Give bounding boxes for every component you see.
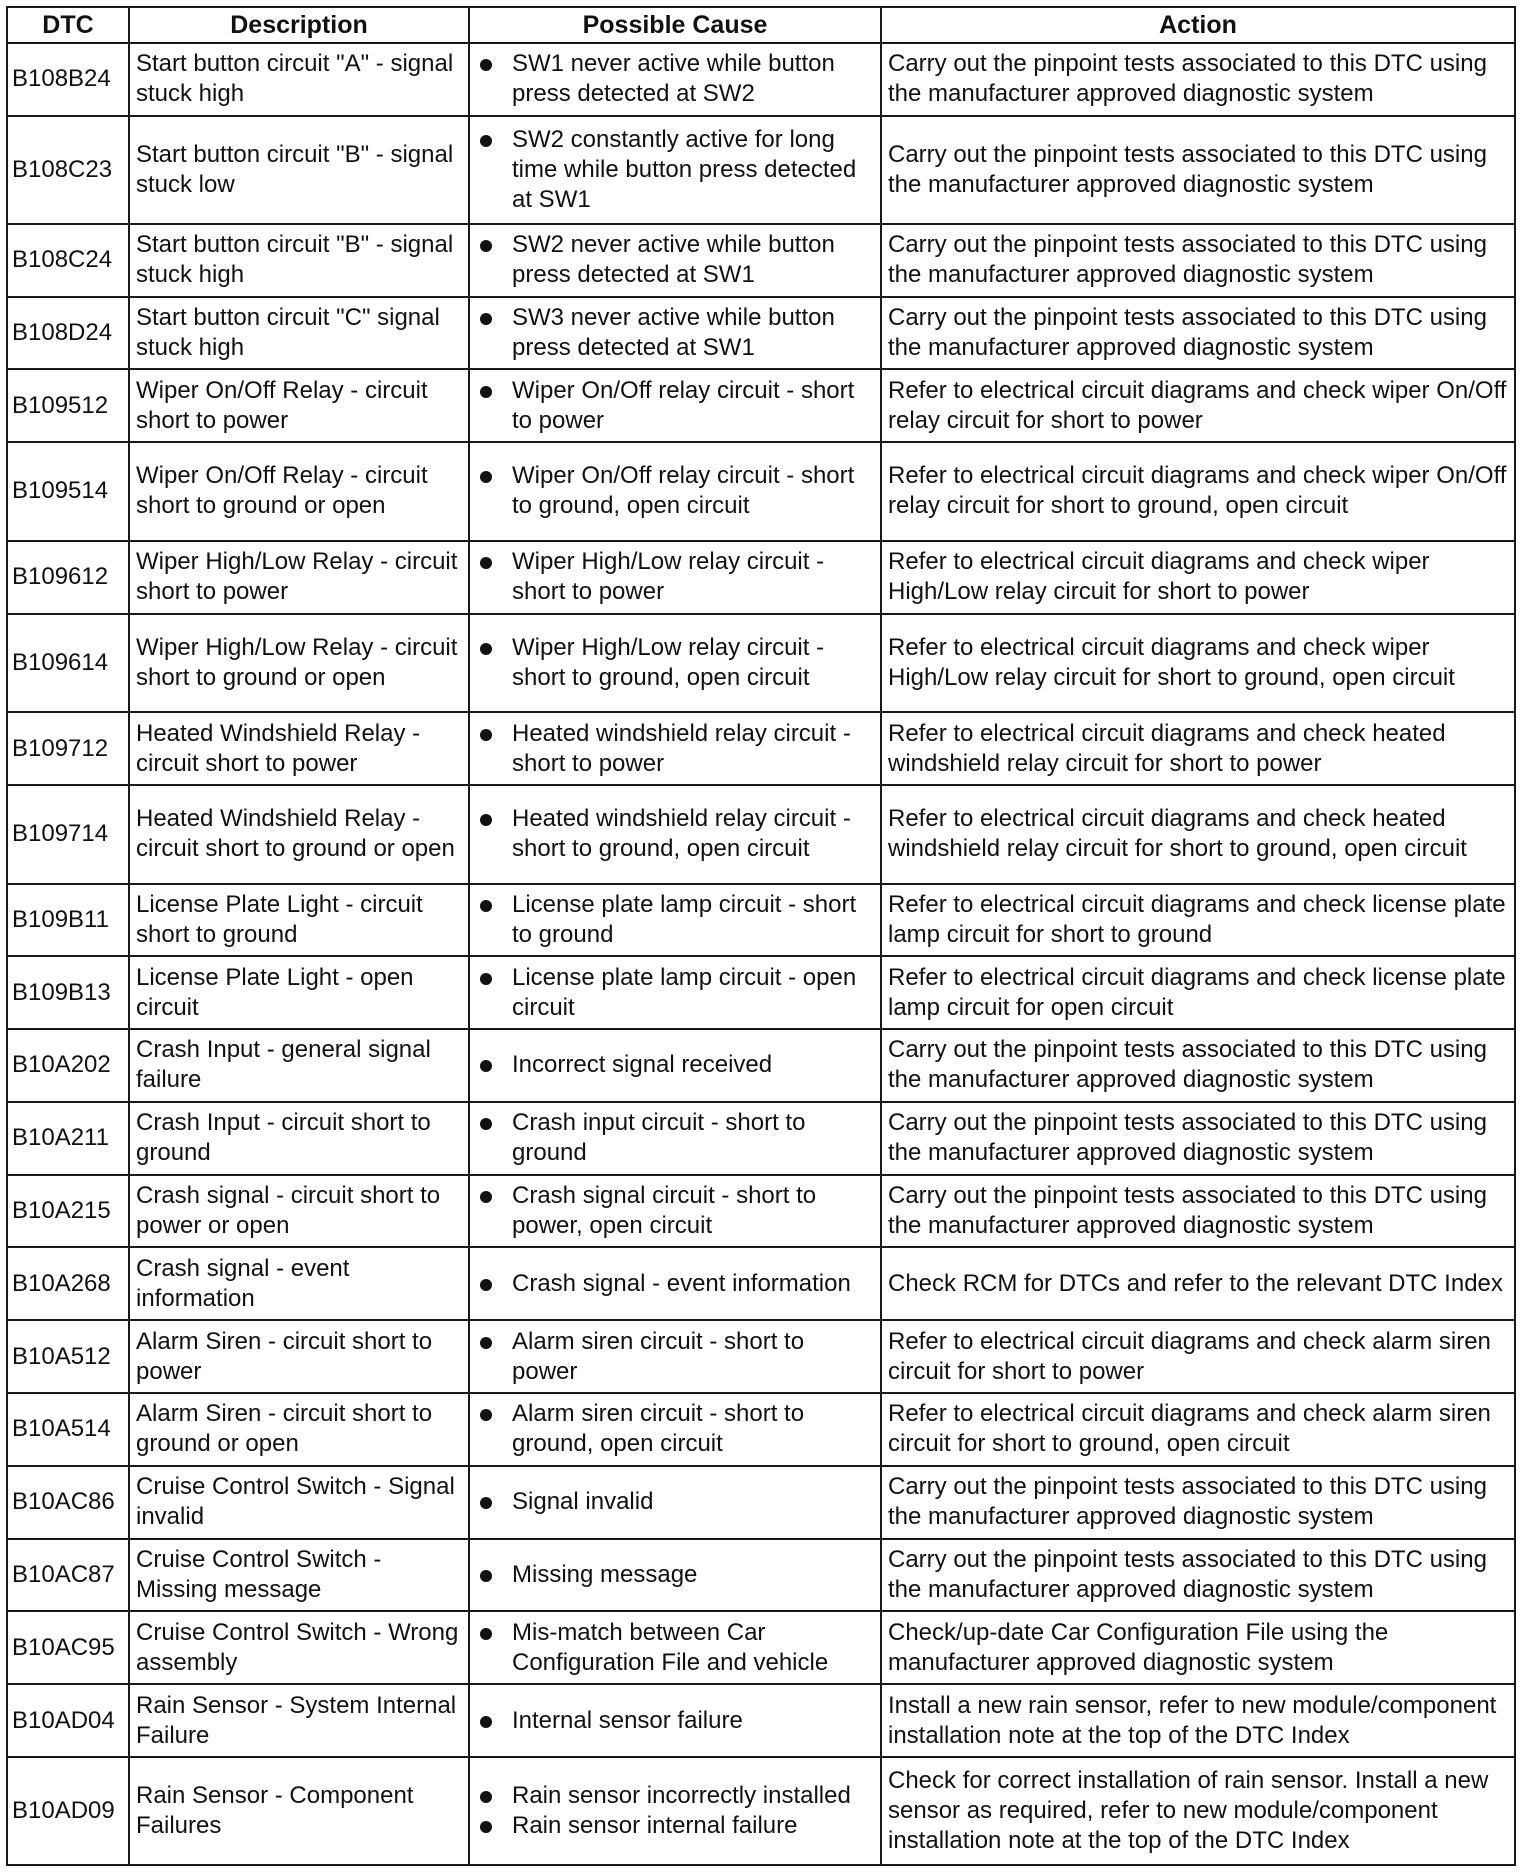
dtc-action: Refer to electrical circuit diagrams and check wiper On/Off relay circuit for short to ground, open circuit — [881, 442, 1515, 541]
dtc-action: Refer to electrical circuit diagrams and check license plate lamp circuit for open circuit — [881, 956, 1515, 1029]
cause-text: Heated windshield relay circuit - short to ground, open circuit — [512, 805, 851, 863]
cause-list — [480, 719, 874, 779]
possible-cause-cell — [469, 1539, 881, 1612]
dtc-action: Refer to electrical circuit diagrams and check alarm siren circuit for short to power — [881, 1320, 1515, 1393]
dtc-action: Check for correct installation of rain sensor. Install a new sensor as required, refer to new module/component installation note at the top of the DTC Index — [881, 1757, 1515, 1865]
cause-list — [480, 1181, 874, 1241]
header-dtc: DTC — [7, 7, 129, 43]
table-row — [7, 1757, 1515, 1865]
header-possible-cause: Possible Cause — [469, 7, 881, 43]
cause-text: Rain sensor incorrectly installed — [512, 1781, 851, 1809]
dtc-code: B108C23 — [7, 116, 129, 224]
cause-list — [480, 461, 874, 521]
dtc-description: Alarm Siren - circuit short to power — [129, 1320, 469, 1393]
cause-list — [480, 230, 874, 290]
cause-list — [480, 804, 874, 864]
dtc-code: B10A268 — [7, 1247, 129, 1320]
cause-item — [480, 303, 874, 363]
cause-text: License plate lamp circuit - short to ground — [512, 890, 857, 948]
header-action: Action — [881, 7, 1515, 43]
table-row — [7, 1029, 1515, 1102]
possible-cause-cell — [469, 1466, 881, 1539]
cause-list — [480, 1781, 874, 1841]
dtc-description: Rain Sensor - Component Failures — [129, 1757, 469, 1865]
possible-cause-cell — [469, 1102, 881, 1175]
possible-cause-cell — [469, 1684, 881, 1757]
cause-text: SW2 never active while button press detected at SW1 — [512, 231, 835, 289]
dtc-description: Cruise Control Switch - Signal invalid — [129, 1466, 469, 1539]
cause-list — [480, 890, 874, 950]
dtc-description: Wiper High/Low Relay - circuit short to power — [129, 541, 469, 614]
bullet-icon — [480, 471, 492, 483]
bullet-icon — [480, 1409, 492, 1421]
table-row — [7, 1466, 1515, 1539]
table-row — [7, 442, 1515, 541]
dtc-code: B10A514 — [7, 1393, 129, 1466]
cause-item — [480, 1487, 874, 1517]
table-row — [7, 1247, 1515, 1320]
table-row — [7, 614, 1515, 713]
dtc-description: Rain Sensor - System Internal Failure — [129, 1684, 469, 1757]
dtc-description: Wiper High/Low Relay - circuit short to ground or open — [129, 614, 469, 713]
cause-text: Mis-match between Car Configuration File and vehicle — [512, 1618, 829, 1676]
cause-item — [480, 1269, 874, 1299]
table-row — [7, 224, 1515, 297]
dtc-code: B109B11 — [7, 884, 129, 957]
dtc-code: B109714 — [7, 785, 129, 884]
cause-list — [480, 303, 874, 363]
table-row — [7, 1684, 1515, 1757]
bullet-icon — [480, 643, 492, 655]
dtc-description: Wiper On/Off Relay - circuit short to ground or open — [129, 442, 469, 541]
bullet-icon — [480, 814, 492, 826]
possible-cause-cell — [469, 614, 881, 713]
possible-cause-cell — [469, 1393, 881, 1466]
dtc-description: Crash Input - circuit short to ground — [129, 1102, 469, 1175]
cause-list — [480, 1706, 874, 1736]
dtc-description: Start button circuit "A" - signal stuck high — [129, 43, 469, 116]
dtc-description: License Plate Light - open circuit — [129, 956, 469, 1029]
cause-item — [480, 1706, 874, 1736]
possible-cause-cell — [469, 116, 881, 224]
possible-cause-cell — [469, 785, 881, 884]
dtc-action: Carry out the pinpoint tests associated to this DTC using the manufacturer approved diagnostic system — [881, 297, 1515, 370]
dtc-description: Cruise Control Switch - Wrong assembly — [129, 1611, 469, 1684]
dtc-action: Refer to electrical circuit diagrams and check license plate lamp circuit for short to ground — [881, 884, 1515, 957]
bullet-icon — [480, 1279, 492, 1291]
bullet-icon — [480, 59, 492, 71]
cause-text: Signal invalid — [512, 1488, 654, 1516]
cause-item — [480, 1781, 874, 1811]
cause-item — [480, 49, 874, 109]
dtc-action: Carry out the pinpoint tests associated to this DTC using the manufacturer approved diagnostic system — [881, 1029, 1515, 1102]
cause-text: Wiper High/Low relay circuit - short to power — [512, 548, 825, 606]
dtc-code: B109514 — [7, 442, 129, 541]
table-row — [7, 1393, 1515, 1466]
cause-list — [480, 125, 874, 215]
table-row — [7, 712, 1515, 785]
cause-text: Heated windshield relay circuit - short to power — [512, 719, 851, 777]
cause-item — [480, 1327, 874, 1387]
dtc-description: Start button circuit "B" - signal stuck high — [129, 224, 469, 297]
cause-text: Internal sensor failure — [512, 1706, 743, 1734]
bullet-icon — [480, 1060, 492, 1072]
possible-cause-cell — [469, 43, 881, 116]
dtc-action: Refer to electrical circuit diagrams and check heated windshield relay circuit for short to ground, open circuit — [881, 785, 1515, 884]
table-row — [7, 1539, 1515, 1612]
bullet-icon — [480, 1191, 492, 1203]
cause-list — [480, 1399, 874, 1459]
cause-item — [480, 1050, 874, 1080]
possible-cause-cell — [469, 442, 881, 541]
dtc-code: B10A211 — [7, 1102, 129, 1175]
bullet-icon — [480, 313, 492, 325]
cause-list — [480, 1327, 874, 1387]
dtc-action: Refer to electrical circuit diagrams and check alarm siren circuit for short to ground, open circuit — [881, 1393, 1515, 1466]
bullet-icon — [480, 1791, 492, 1803]
bullet-icon — [480, 240, 492, 252]
possible-cause-cell — [469, 956, 881, 1029]
dtc-action: Carry out the pinpoint tests associated to this DTC using the manufacturer approved diagnostic system — [881, 1175, 1515, 1248]
cause-text: Missing message — [512, 1560, 698, 1588]
dtc-code: B108D24 — [7, 297, 129, 370]
dtc-code: B109512 — [7, 369, 129, 442]
cause-item — [480, 963, 874, 1023]
table-row — [7, 956, 1515, 1029]
table-row — [7, 541, 1515, 614]
possible-cause-cell — [469, 884, 881, 957]
table-row — [7, 369, 1515, 442]
dtc-action: Refer to electrical circuit diagrams and check heated windshield relay circuit for short to power — [881, 712, 1515, 785]
possible-cause-cell — [469, 712, 881, 785]
cause-item — [480, 1618, 874, 1678]
table-row — [7, 1102, 1515, 1175]
table-header-row — [7, 7, 1515, 43]
header-description: Description — [129, 7, 469, 43]
cause-text: Alarm siren circuit - short to power — [512, 1327, 805, 1385]
possible-cause-cell — [469, 1611, 881, 1684]
cause-item — [480, 547, 874, 607]
cause-list — [480, 1487, 874, 1517]
possible-cause-cell — [469, 1247, 881, 1320]
dtc-table — [6, 6, 1516, 1866]
bullet-icon — [480, 386, 492, 398]
dtc-action: Carry out the pinpoint tests associated to this DTC using the manufacturer approved diagnostic system — [881, 1102, 1515, 1175]
dtc-description: Wiper On/Off Relay - circuit short to power — [129, 369, 469, 442]
cause-text: Alarm siren circuit - short to ground, open circuit — [512, 1400, 805, 1458]
dtc-code: B10A512 — [7, 1320, 129, 1393]
cause-item — [480, 376, 874, 436]
cause-list — [480, 547, 874, 607]
cause-list — [480, 1108, 874, 1168]
bullet-icon — [480, 1821, 492, 1833]
cause-text: Crash input circuit - short to ground — [512, 1109, 806, 1167]
dtc-code: B10AD09 — [7, 1757, 129, 1865]
dtc-description: Cruise Control Switch - Missing message — [129, 1539, 469, 1612]
dtc-description: Start button circuit "B" - signal stuck low — [129, 116, 469, 224]
dtc-code: B109614 — [7, 614, 129, 713]
table-row — [7, 884, 1515, 957]
cause-item — [480, 461, 874, 521]
dtc-action: Carry out the pinpoint tests associated to this DTC using the manufacturer approved diagnostic system — [881, 224, 1515, 297]
possible-cause-cell — [469, 1175, 881, 1248]
cause-list — [480, 376, 874, 436]
cause-item — [480, 1399, 874, 1459]
bullet-icon — [480, 1497, 492, 1509]
dtc-action: Carry out the pinpoint tests associated to this DTC using the manufacturer approved diagnostic system — [881, 43, 1515, 116]
cause-text: Incorrect signal received — [512, 1051, 773, 1079]
cause-list — [480, 963, 874, 1023]
dtc-code: B10A215 — [7, 1175, 129, 1248]
cause-item — [480, 804, 874, 864]
cause-item — [480, 633, 874, 693]
bullet-icon — [480, 1118, 492, 1130]
bullet-icon — [480, 135, 492, 147]
possible-cause-cell — [469, 1757, 881, 1865]
possible-cause-cell — [469, 369, 881, 442]
cause-item — [480, 890, 874, 950]
cause-text: Crash signal - event information — [512, 1269, 851, 1297]
dtc-action: Check/up-date Car Configuration File using the manufacturer approved diagnostic system — [881, 1611, 1515, 1684]
cause-text: Wiper On/Off relay circuit - short to power — [512, 376, 855, 434]
cause-list — [480, 1560, 874, 1590]
table-row — [7, 297, 1515, 370]
cause-text: Rain sensor internal failure — [512, 1811, 798, 1839]
table-body — [7, 43, 1515, 1865]
dtc-code: B10AC86 — [7, 1466, 129, 1539]
cause-item — [480, 1108, 874, 1168]
cause-item — [480, 125, 874, 215]
cause-item — [480, 230, 874, 290]
dtc-code: B10AC87 — [7, 1539, 129, 1612]
dtc-description: Crash signal - event information — [129, 1247, 469, 1320]
cause-list — [480, 633, 874, 693]
cause-text: Wiper High/Low relay circuit - short to ground, open circuit — [512, 633, 825, 691]
dtc-action: Refer to electrical circuit diagrams and check wiper High/Low relay circuit for short to power — [881, 541, 1515, 614]
table-row — [7, 1175, 1515, 1248]
dtc-code: B108C24 — [7, 224, 129, 297]
possible-cause-cell — [469, 541, 881, 614]
dtc-code: B109612 — [7, 541, 129, 614]
dtc-description: Heated Windshield Relay - circuit short to ground or open — [129, 785, 469, 884]
dtc-code: B10A202 — [7, 1029, 129, 1102]
table-row — [7, 785, 1515, 884]
cause-item — [480, 1560, 874, 1590]
possible-cause-cell — [469, 297, 881, 370]
bullet-icon — [480, 973, 492, 985]
dtc-action: Carry out the pinpoint tests associated to this DTC using the manufacturer approved diagnostic system — [881, 1539, 1515, 1612]
cause-list — [480, 49, 874, 109]
possible-cause-cell — [469, 1320, 881, 1393]
dtc-description: Alarm Siren - circuit short to ground or open — [129, 1393, 469, 1466]
cause-text: SW3 never active while button press detected at SW1 — [512, 303, 835, 361]
possible-cause-cell — [469, 224, 881, 297]
cause-text: Wiper On/Off relay circuit - short to ground, open circuit — [512, 462, 855, 520]
cause-item — [480, 719, 874, 779]
bullet-icon — [480, 1716, 492, 1728]
cause-text: SW1 never active while button press detected at SW2 — [512, 50, 835, 108]
table-row — [7, 1320, 1515, 1393]
cause-text: SW2 constantly active for long time while button press detected at SW1 — [512, 125, 857, 213]
dtc-code: B109B13 — [7, 956, 129, 1029]
bullet-icon — [480, 1337, 492, 1349]
table-row — [7, 1611, 1515, 1684]
bullet-icon — [480, 1570, 492, 1582]
cause-item — [480, 1181, 874, 1241]
dtc-code: B10AC95 — [7, 1611, 129, 1684]
cause-text: Crash signal circuit - short to power, open circuit — [512, 1182, 817, 1240]
dtc-action: Check RCM for DTCs and refer to the relevant DTC Index — [881, 1247, 1515, 1320]
table-row — [7, 43, 1515, 116]
bullet-icon — [480, 729, 492, 741]
dtc-description: Start button circuit "C" signal stuck high — [129, 297, 469, 370]
cause-list — [480, 1618, 874, 1678]
cause-list — [480, 1269, 874, 1299]
bullet-icon — [480, 557, 492, 569]
dtc-code: B10AD04 — [7, 1684, 129, 1757]
cause-item — [480, 1811, 874, 1841]
cause-list — [480, 1050, 874, 1080]
bullet-icon — [480, 900, 492, 912]
dtc-action: Carry out the pinpoint tests associated to this DTC using the manufacturer approved diagnostic system — [881, 116, 1515, 224]
dtc-code: B109712 — [7, 712, 129, 785]
bullet-icon — [480, 1628, 492, 1640]
table-row — [7, 116, 1515, 224]
dtc-action: Install a new rain sensor, refer to new module/component installation note at the top of the DTC Index — [881, 1684, 1515, 1757]
dtc-code: B108B24 — [7, 43, 129, 116]
dtc-action: Refer to electrical circuit diagrams and check wiper High/Low relay circuit for short to ground, open circuit — [881, 614, 1515, 713]
possible-cause-cell — [469, 1029, 881, 1102]
dtc-description: Heated Windshield Relay - circuit short to power — [129, 712, 469, 785]
dtc-action: Refer to electrical circuit diagrams and check wiper On/Off relay circuit for short to power — [881, 369, 1515, 442]
dtc-description: License Plate Light - circuit short to ground — [129, 884, 469, 957]
dtc-description: Crash signal - circuit short to power or open — [129, 1175, 469, 1248]
dtc-action: Carry out the pinpoint tests associated to this DTC using the manufacturer approved diagnostic system — [881, 1466, 1515, 1539]
cause-text: License plate lamp circuit - open circuit — [512, 963, 857, 1021]
dtc-description: Crash Input - general signal failure — [129, 1029, 469, 1102]
